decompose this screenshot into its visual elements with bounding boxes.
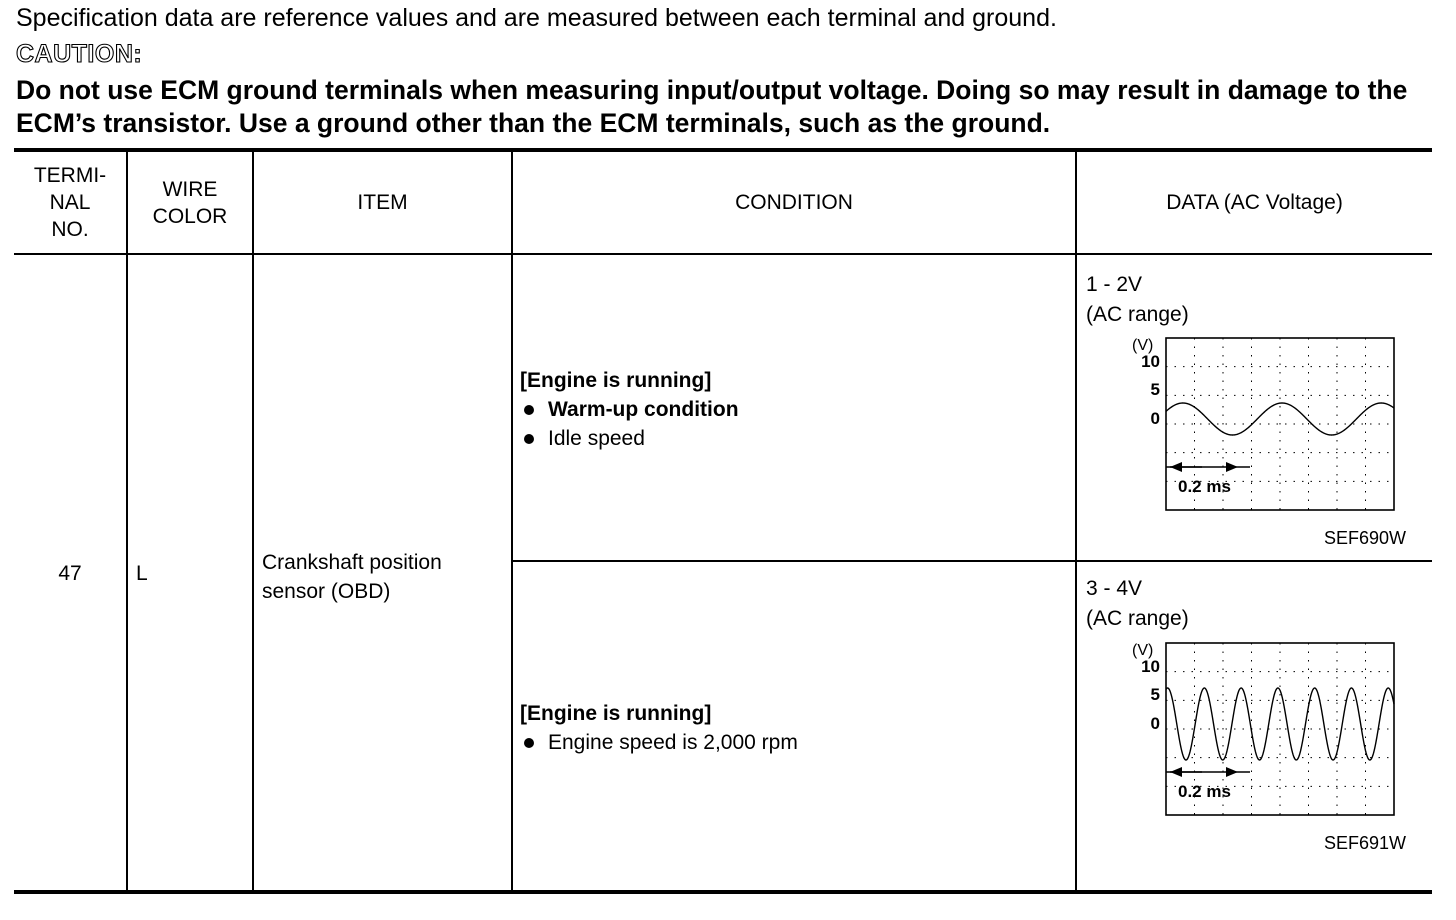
bullet-icon	[524, 434, 534, 444]
arrow-left-icon	[1226, 767, 1238, 777]
condition-1-heading: [Engine is running]	[520, 369, 712, 392]
bullet-icon	[524, 738, 534, 748]
y-tick-label: 5	[1150, 380, 1160, 399]
col-divider-3	[511, 148, 513, 894]
condition-2-bullet-1: Engine speed is 2,000 rpm	[520, 728, 798, 757]
condition-1-bullet-2: Idle speed	[520, 424, 739, 453]
item-name: Crankshaft position sensor (OBD)	[262, 551, 442, 603]
time-scale-label: 0.2 ms	[1178, 477, 1231, 496]
header-item: ITEM	[357, 191, 408, 214]
intro-text: Specification data are reference values and are measured between each terminal and ground.	[16, 4, 1057, 32]
y-tick-label: 10	[1141, 657, 1160, 676]
y-tick-label: 5	[1150, 685, 1160, 704]
condition-1-bullet-1: Warm-up condition	[520, 395, 739, 424]
col-divider-1	[126, 148, 128, 894]
arrow-left-icon	[1226, 462, 1238, 472]
data-2-value: 3 - 4V	[1086, 577, 1143, 600]
data-1-range: (AC range)	[1086, 303, 1189, 326]
condition-1	[520, 366, 739, 453]
signal-trace	[1166, 688, 1394, 760]
header-wire-color: WIRE COLOR	[152, 177, 228, 228]
y-tick-label: 0	[1150, 409, 1160, 428]
col-divider-4	[1075, 148, 1077, 894]
caution-label: CAUTION:	[16, 40, 143, 68]
header-rule	[14, 253, 1432, 255]
y-unit-label: (V)	[1132, 337, 1154, 354]
header-condition: CONDITION	[735, 191, 853, 214]
time-scale-label: 0.2 ms	[1178, 782, 1231, 801]
waveform-1-graph	[1112, 334, 1402, 516]
header-data: DATA (AC Voltage)	[1166, 191, 1343, 214]
col-divider-2	[252, 148, 254, 894]
figure-id-1: SEF690W	[1324, 528, 1407, 548]
terminal-table	[14, 148, 1432, 894]
waveform-2	[1112, 639, 1402, 826]
header-terminal: TERMI- NAL NO.	[33, 164, 107, 241]
waveform-2-graph	[1112, 639, 1402, 821]
data-1-text	[1086, 270, 1189, 330]
terminal-number: 47	[58, 562, 82, 585]
table-bottom-rule	[14, 890, 1432, 894]
data-2-text	[1086, 574, 1189, 634]
y-unit-label: (V)	[1132, 642, 1154, 659]
y-tick-label: 10	[1141, 352, 1160, 371]
data-2-range: (AC range)	[1086, 607, 1189, 630]
condition-2-heading: [Engine is running]	[520, 702, 712, 725]
figure-id-2: SEF691W	[1324, 833, 1407, 853]
row-divider	[511, 560, 1432, 562]
condition-2	[520, 699, 798, 757]
wire-color: L	[136, 562, 148, 585]
data-1-value: 1 - 2V	[1086, 273, 1143, 296]
caution-text: Do not use ECM ground terminals when measuring input/output voltage. Doing so may result in damage to the ECM’s transistor. Use a ground other than the ECM terminals, such as the ground.	[16, 75, 1408, 138]
bullet-icon	[524, 405, 534, 415]
signal-trace	[1166, 403, 1394, 435]
y-tick-label: 0	[1150, 714, 1160, 733]
waveform-1	[1112, 334, 1402, 521]
